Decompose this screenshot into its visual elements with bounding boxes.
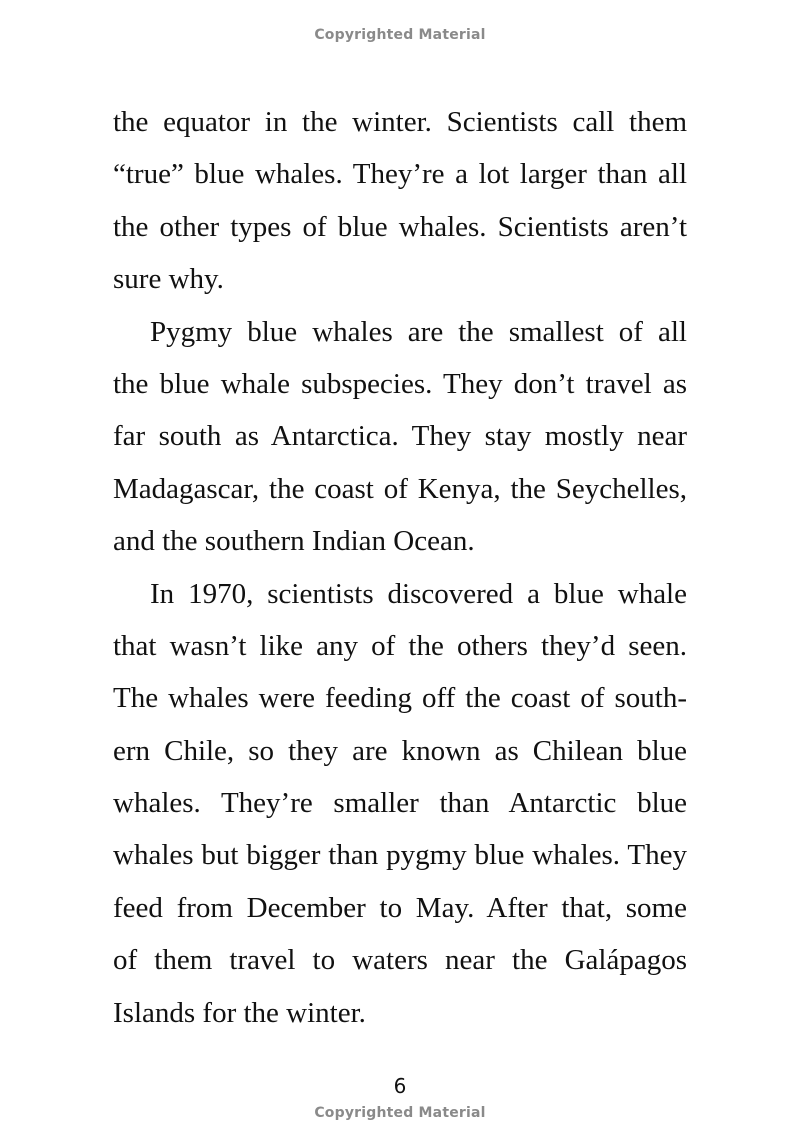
copyright-watermark-top: Copyrighted Material bbox=[314, 27, 486, 43]
page-number: 6 bbox=[393, 1074, 407, 1098]
text-line: the other types of blue whales. Scientists aren’t bbox=[113, 210, 687, 243]
text-line: whales but bigger than pygmy blue whales. They bbox=[113, 839, 687, 872]
text-line: Islands for the winter. bbox=[113, 996, 366, 1029]
text-line: the equator in the winter. Scientists call them bbox=[113, 106, 687, 138]
text-line: ern Chile, so they are known as Chilean blue bbox=[113, 734, 687, 767]
text-line: The whales were feeding off the coast of south- bbox=[113, 682, 687, 715]
text-line: the blue whale subspecies. They don’t travel as bbox=[113, 367, 687, 400]
page-body-text bbox=[113, 96, 687, 1039]
text-line: Pygmy blue whales are the smallest of all bbox=[150, 315, 687, 348]
text-line: In 1970, scientists discovered a blue whale bbox=[150, 577, 687, 610]
text-line: feed from December to May. After that, some bbox=[113, 891, 687, 924]
text-line: far south as Antarctica. They stay mostly near bbox=[113, 420, 687, 453]
text-line: sure why. bbox=[113, 263, 224, 296]
text-line: of them travel to waters near the Galápagos bbox=[113, 944, 687, 977]
text-line: “true” blue whales. They’re a lot larger than all bbox=[113, 158, 687, 191]
text-line: Madagascar, the coast of Kenya, the Seychelles, bbox=[113, 472, 687, 505]
text-line: and the southern Indian Ocean. bbox=[113, 525, 475, 558]
text-line: that wasn’t like any of the others they’d seen. bbox=[113, 629, 687, 662]
copyright-watermark-bottom: Copyrighted Material bbox=[314, 1105, 486, 1121]
text-line: whales. They’re smaller than Antarctic blue bbox=[113, 787, 687, 820]
